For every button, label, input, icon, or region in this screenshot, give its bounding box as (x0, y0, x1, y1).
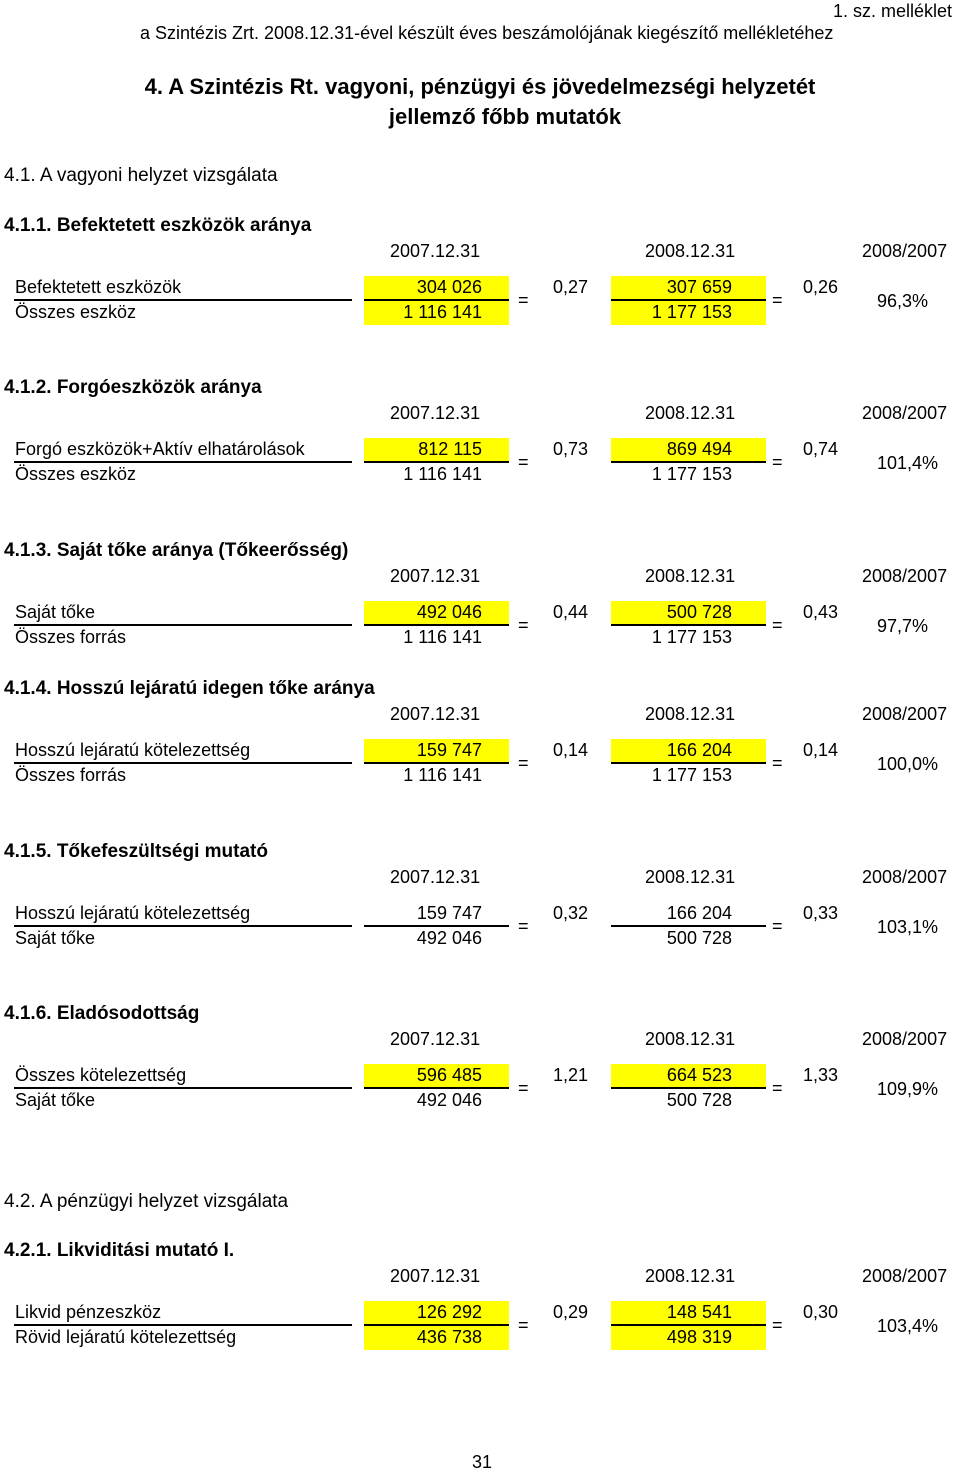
numerator-label: Likvid pénzeszköz (15, 1302, 162, 1322)
fraction-line-2008 (611, 299, 766, 301)
fraction-line-2007 (364, 461, 509, 463)
main-title-line1: 4. A Szintézis Rt. vagyoni, pénzügyi és jövedelmezségi helyzetét (144, 74, 816, 99)
annex-label: 1. sz. melléklet (832, 1, 952, 21)
fraction-line-label (14, 762, 352, 764)
col-header-2008: 2008.12.31 (645, 704, 736, 724)
numerator-label: Saját tőke (15, 602, 96, 622)
col-header-2008: 2008.12.31 (645, 241, 736, 261)
denominator-label: Összes forrás (15, 627, 127, 647)
col-header-2008: 2008.12.31 (645, 867, 736, 887)
fraction-line-2007 (364, 762, 509, 764)
denominator-2008: 1 177 153 (651, 765, 732, 785)
result-2007: 0,14 (553, 740, 589, 760)
col-header-2007: 2007.12.31 (390, 704, 481, 724)
fraction-line-2008 (611, 762, 766, 764)
col-header-ratio: 2008/2007 (862, 1266, 948, 1286)
equals-sign: = (518, 290, 529, 310)
numerator-2008: 500 728 (666, 602, 732, 622)
fraction-line-2008 (611, 624, 766, 626)
main-title-line2: jellemző főbb mutatók (388, 104, 622, 129)
numerator-2007: 492 046 (416, 602, 482, 622)
fraction-line-label (14, 299, 352, 301)
ratio-2008-2007: 96,3% (877, 291, 929, 311)
result-2007: 0,29 (553, 1302, 589, 1322)
numerator-2007: 159 747 (416, 903, 482, 923)
col-header-ratio: 2008/2007 (862, 403, 948, 423)
ratio-2008-2007: 103,4% (877, 1316, 939, 1336)
section-4-1-heading: 4.1. A vagyoni helyzet vizsgálata (4, 165, 278, 186)
equals-sign: = (772, 753, 783, 773)
col-header-2008: 2008.12.31 (645, 566, 736, 586)
denominator-2007: 1 116 141 (403, 464, 482, 484)
col-header-2007: 2007.12.31 (390, 403, 481, 423)
denominator-label: Összes eszköz (15, 464, 137, 484)
col-header-ratio: 2008/2007 (862, 566, 948, 586)
result-2008: 0,30 (803, 1302, 839, 1322)
result-2007: 0,73 (553, 439, 589, 459)
col-header-ratio: 2008/2007 (862, 867, 948, 887)
numerator-2008: 869 494 (666, 439, 732, 459)
numerator-2007: 126 292 (416, 1302, 482, 1322)
denominator-2007: 1 116 141 (403, 302, 482, 322)
denominator-2007: 492 046 (416, 928, 482, 948)
denominator-2008: 1 177 153 (651, 302, 732, 322)
col-header-2007: 2007.12.31 (390, 566, 481, 586)
equals-sign: = (518, 615, 529, 635)
result-2007: 0,44 (553, 602, 589, 622)
result-2008: 1,33 (803, 1065, 839, 1085)
indicator-title: 4.1.5. Tőkefeszültségi mutató (4, 841, 268, 862)
result-2007: 0,27 (553, 277, 589, 297)
ratio-2008-2007: 97,7% (877, 616, 929, 636)
fraction-line-2008 (611, 1324, 766, 1326)
denominator-2007: 492 046 (416, 1090, 482, 1110)
col-header-2008: 2008.12.31 (645, 403, 736, 423)
denominator-2008: 498 319 (666, 1327, 732, 1347)
result-2007: 0,32 (553, 903, 589, 923)
fraction-line-2007 (364, 925, 509, 927)
denominator-2008: 500 728 (666, 1090, 732, 1110)
numerator-label: Forgó eszközök+Aktív elhatárolások (15, 439, 305, 459)
denominator-label: Rövid lejáratú kötelezettség (15, 1327, 237, 1347)
fraction-line-2008 (611, 1087, 766, 1089)
equals-sign: = (518, 916, 529, 936)
denominator-label: Összes forrás (15, 765, 127, 785)
denominator-2007: 1 116 141 (403, 627, 482, 647)
col-header-2007: 2007.12.31 (390, 867, 481, 887)
fraction-line-2007 (364, 1324, 509, 1326)
col-header-2007: 2007.12.31 (390, 1266, 481, 1286)
denominator-2008: 1 177 153 (651, 464, 732, 484)
equals-sign: = (518, 753, 529, 773)
equals-sign: = (518, 452, 529, 472)
numerator-label: Hosszú lejáratú kötelezettség (15, 740, 251, 760)
denominator-2008: 1 177 153 (651, 627, 732, 647)
denominator-2007: 436 738 (416, 1327, 482, 1347)
numerator-2007: 304 026 (416, 277, 482, 297)
result-2008: 0,33 (803, 903, 839, 923)
page-number: 31 (472, 1452, 493, 1472)
numerator-2007: 159 747 (416, 740, 482, 760)
equals-sign: = (772, 452, 783, 472)
equals-sign: = (772, 290, 783, 310)
numerator-label: Összes kötelezettség (15, 1065, 187, 1085)
denominator-label: Saját tőke (15, 928, 96, 948)
ratio-2008-2007: 103,1% (877, 917, 939, 937)
numerator-2007: 812 115 (418, 439, 482, 459)
numerator-2008: 307 659 (666, 277, 732, 297)
indicator-title: 4.1.1. Befektetett eszközök aránya (4, 215, 312, 236)
fraction-line-2007 (364, 299, 509, 301)
indicator-title: 4.1.2. Forgóeszközök aránya (4, 377, 262, 398)
numerator-2008: 166 204 (666, 740, 732, 760)
header-subtitle: a Szintézis Zrt. 2008.12.31-ével készült éves beszámolójának kiegészítő mellékletéhez (140, 23, 834, 43)
fraction-line-label (14, 624, 352, 626)
fraction-line-label (14, 925, 352, 927)
result-2008: 0,43 (803, 602, 839, 622)
indicator-title: 4.2.1. Likviditási mutató I. (4, 1240, 235, 1261)
numerator-2008: 664 523 (666, 1065, 732, 1085)
equals-sign: = (772, 1078, 783, 1098)
fraction-line-label (14, 1324, 352, 1326)
col-header-ratio: 2008/2007 (862, 704, 948, 724)
indicator-title: 4.1.4. Hosszú lejáratú idegen tőke aránya (4, 678, 375, 699)
indicator-title: 4.1.3. Saját tőke aránya (Tőkeerősség) (4, 540, 349, 561)
fraction-line-2007 (364, 1087, 509, 1089)
equals-sign: = (518, 1078, 529, 1098)
indicator-title: 4.1.6. Eladósodottság (4, 1003, 200, 1024)
ratio-2008-2007: 100,0% (877, 754, 939, 774)
equals-sign: = (772, 916, 783, 936)
denominator-2008: 500 728 (666, 928, 732, 948)
result-2008: 0,74 (803, 439, 839, 459)
ratio-2008-2007: 101,4% (877, 453, 939, 473)
result-2008: 0,26 (803, 277, 839, 297)
ratio-2008-2007: 109,9% (877, 1079, 939, 1099)
denominator-label: Saját tőke (15, 1090, 96, 1110)
fraction-line-2008 (611, 461, 766, 463)
col-header-2007: 2007.12.31 (390, 241, 481, 261)
numerator-2007: 596 485 (416, 1065, 482, 1085)
col-header-2007: 2007.12.31 (390, 1029, 481, 1049)
numerator-label: Befektetett eszközök (15, 277, 182, 297)
equals-sign: = (772, 1315, 783, 1335)
equals-sign: = (772, 615, 783, 635)
denominator-2007: 1 116 141 (403, 765, 482, 785)
fraction-line-label (14, 461, 352, 463)
col-header-ratio: 2008/2007 (862, 241, 948, 261)
numerator-2008: 166 204 (666, 903, 732, 923)
fraction-line-2008 (611, 925, 766, 927)
section-4-2-heading: 4.2. A pénzügyi helyzet vizsgálata (4, 1191, 289, 1212)
fraction-line-label (14, 1087, 352, 1089)
numerator-label: Hosszú lejáratú kötelezettség (15, 903, 251, 923)
numerator-2008: 148 541 (666, 1302, 732, 1322)
denominator-label: Összes eszköz (15, 302, 137, 322)
col-header-2008: 2008.12.31 (645, 1266, 736, 1286)
equals-sign: = (518, 1315, 529, 1335)
col-header-2008: 2008.12.31 (645, 1029, 736, 1049)
col-header-ratio: 2008/2007 (862, 1029, 948, 1049)
result-2007: 1,21 (553, 1065, 589, 1085)
result-2008: 0,14 (803, 740, 839, 760)
fraction-line-2007 (364, 624, 509, 626)
